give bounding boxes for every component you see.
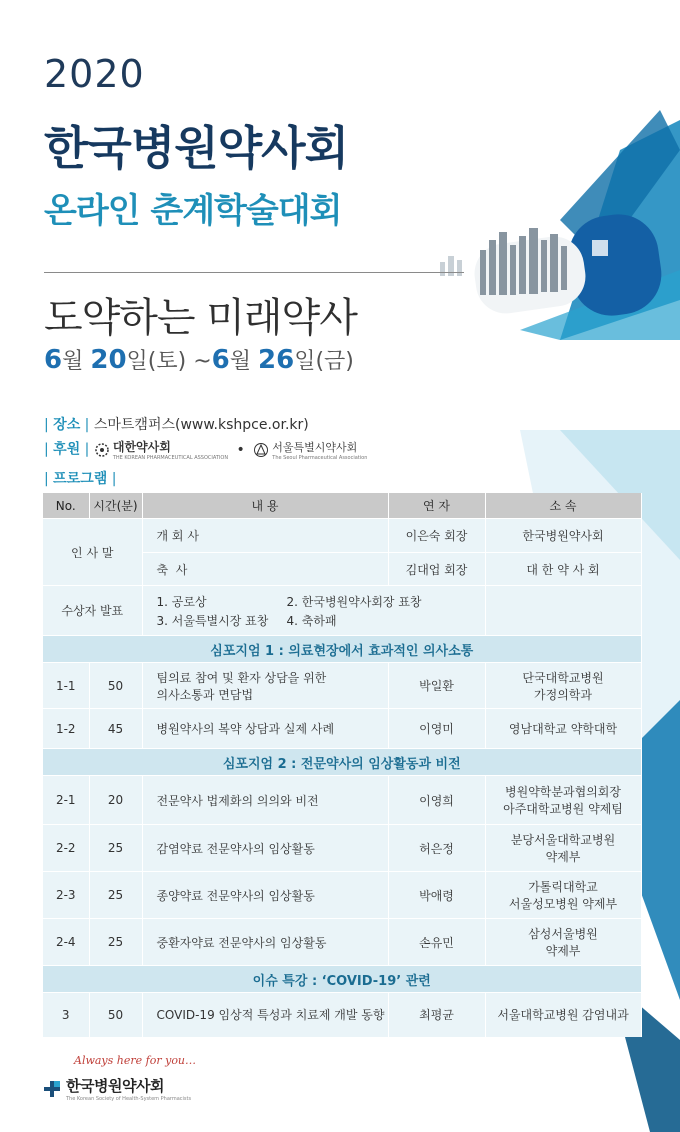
row-time: 20 — [89, 776, 142, 825]
sponsor-line: | 후원 | 대한약사회 THE KOREAN PHARMACEUTICAL ASSOCIATION • 서울특별시약사회 The Seoul Pharmaceutical Association — [44, 440, 368, 461]
kpa-emblem-icon — [94, 442, 110, 458]
row-speaker: 최평균 — [388, 993, 485, 1037]
table-row — [43, 919, 641, 966]
award-items — [142, 586, 485, 636]
row-no: 2-4 — [43, 919, 89, 966]
footer-logo — [44, 1075, 196, 1102]
venue-value[interactable]: 스마트캠퍼스(www.kshpce.or.kr) — [93, 417, 309, 433]
row-org: 병원약학분과협의회장 아주대학교병원 약제팀 — [485, 776, 641, 825]
row-time: 25 — [89, 825, 142, 872]
row-org: 영남대학교 약학대학 — [485, 709, 641, 749]
row-content: 중환자약료 전문약사의 임상활동 — [142, 919, 388, 966]
end-day: 26 — [258, 345, 295, 375]
row-org: 삼성서울병원 약제부 — [485, 919, 641, 966]
event-dates — [44, 344, 354, 375]
event-title-org: 한국병원약사회 — [44, 121, 349, 175]
footer-org-sub: The Korean Society of Health-System Pharmacists — [66, 1096, 192, 1102]
row-content: 팀의료 참여 및 환자 상담을 위한 의사소통과 면담법 — [142, 663, 388, 709]
row-org: 서울대학교병원 감염내과 — [485, 993, 641, 1037]
venue-line: | 장소 | 스마트캠퍼스(www.kshpce.or.kr) — [44, 417, 309, 433]
col-header-time: 시간(분) — [89, 493, 142, 519]
row-content: 종양약료 전문약사의 임상활동 — [142, 872, 388, 919]
col-header-no: No. — [43, 493, 89, 519]
award-item: 2. 한국병원약사회장 표창 — [286, 594, 422, 609]
table-row — [43, 586, 641, 636]
table-row — [43, 825, 641, 872]
award-item: 4. 축하패 — [286, 613, 337, 628]
row-org: 가톨릭대학교 서울성모병원 약제부 — [485, 872, 641, 919]
footer-org-name: 한국병원약사회 — [66, 1077, 164, 1095]
end-month-unit: 월 — [229, 349, 252, 374]
greeting-content: 개 회 사 — [142, 519, 388, 553]
start-day-rest: 일(토) — [126, 349, 187, 374]
program-label-line: | 프로그램 | — [44, 471, 117, 487]
table-row — [43, 519, 641, 553]
sponsor-separator: • — [236, 441, 245, 458]
row-org: 분당서울대학교병원 약제부 — [485, 825, 641, 872]
row-time: 45 — [89, 709, 142, 749]
award-item: 1. 공로상 — [156, 594, 207, 609]
start-month-unit: 월 — [62, 349, 84, 374]
event-slogan: 도약하는 미래약사 — [44, 295, 357, 341]
row-time: 50 — [89, 663, 142, 709]
row-no: 2-2 — [43, 825, 89, 872]
greeting-content: 축 사 — [142, 553, 388, 586]
row-speaker: 이영희 — [388, 776, 485, 825]
award-item: 3. 서울특별시장 표창 — [156, 613, 269, 628]
col-header-content: 내 용 — [142, 493, 388, 519]
row-content: 감염약료 전문약사의 임상활동 — [142, 825, 388, 872]
end-month: 6 — [211, 345, 230, 375]
row-content: COVID-19 임상적 특성과 치료제 개발 동향 — [142, 993, 388, 1037]
sponsor-label: 후원 — [53, 441, 81, 458]
sponsor-kpa-logo — [94, 438, 228, 461]
greeting-speaker: 이은숙 회장 — [388, 519, 485, 553]
greeting-org: 대 한 약 사 회 — [485, 553, 641, 586]
row-no: 3 — [43, 993, 89, 1037]
row-no: 1-1 — [43, 663, 89, 709]
row-time: 50 — [89, 993, 142, 1037]
row-speaker: 박일환 — [388, 663, 485, 709]
award-empty-cell — [485, 586, 641, 636]
section-title: 이슈 특강 : ‘COVID-19’ 관련 — [43, 966, 641, 993]
sponsor1-name: 대한약사회 — [112, 440, 171, 454]
section-title: 심포지엄 1 : 의료현장에서 효과적인 의사소통 — [43, 636, 641, 663]
capsule-illustration — [440, 209, 667, 321]
row-speaker: 이영미 — [388, 709, 485, 749]
greeting-label: 인 사 말 — [43, 519, 142, 586]
sponsor-spa-logo — [253, 439, 367, 461]
row-speaker: 허은정 — [388, 825, 485, 872]
award-label: 수상자 발표 — [43, 586, 142, 636]
row-content: 전문약사 법제화의 의의와 비전 — [142, 776, 388, 825]
greeting-org: 한국병원약사회 — [485, 519, 641, 553]
row-org: 단국대학교병원 가정의학과 — [485, 663, 641, 709]
sponsor1-sub: THE KOREAN PHARMACEUTICAL ASSOCIATION — [112, 455, 229, 461]
event-year: 2020 — [44, 52, 145, 96]
event-title-conference: 온라인 춘계학술대회 — [44, 191, 342, 231]
section-header-row — [43, 966, 641, 993]
row-no: 2-1 — [43, 776, 89, 825]
program-label: 프로그램 — [53, 471, 108, 487]
kshp-logo-icon — [44, 1081, 60, 1097]
col-header-org: 소 속 — [485, 493, 641, 519]
footer-tagline: Always here for you… — [74, 1054, 197, 1067]
greeting-speaker: 김대업 회장 — [388, 553, 485, 586]
row-no: 2-3 — [43, 872, 89, 919]
row-speaker: 손유민 — [388, 919, 485, 966]
footer — [44, 1054, 196, 1102]
row-no: 1-2 — [43, 709, 89, 749]
date-tilde: ~ — [193, 349, 212, 374]
table-row — [43, 872, 641, 919]
sponsor2-name: 서울특별시약사회 — [272, 440, 358, 454]
col-header-speaker: 연 자 — [388, 493, 485, 519]
row-content: 병원약사의 복약 상담과 실제 사례 — [142, 709, 388, 749]
section-header-row — [43, 636, 641, 663]
section-header-row — [43, 749, 641, 776]
start-day: 20 — [90, 345, 127, 375]
start-month: 6 — [44, 345, 63, 375]
table-row — [43, 776, 641, 825]
title-divider — [44, 272, 464, 273]
table-row — [43, 709, 641, 749]
section-title: 심포지엄 2 : 전문약사의 임상활동과 비전 — [43, 749, 641, 776]
program-table — [43, 493, 642, 1037]
row-speaker: 박애령 — [388, 872, 485, 919]
table-row — [43, 663, 641, 709]
sponsor2-sub: The Seoul Pharmaceutical Association — [272, 454, 368, 461]
venue-label: 장소 — [53, 417, 81, 433]
table-header-row — [43, 493, 641, 519]
spa-emblem-icon — [253, 442, 269, 458]
row-time: 25 — [89, 919, 142, 966]
table-row — [43, 993, 641, 1037]
end-day-rest: 일(금) — [294, 349, 354, 374]
row-time: 25 — [89, 872, 142, 919]
